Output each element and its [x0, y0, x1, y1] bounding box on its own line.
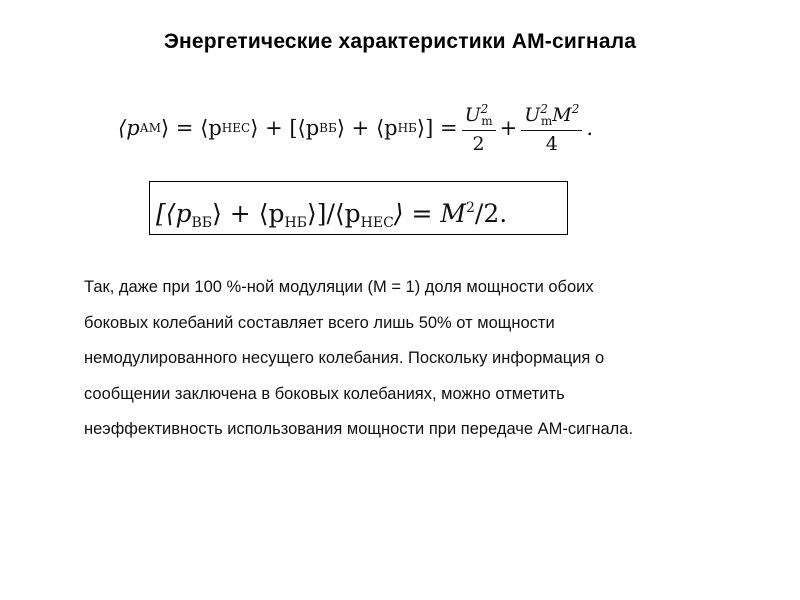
paragraph-line: немодулированного несущего колебания. Поскольку информация о [84, 349, 605, 367]
formula-subscript: m [481, 113, 493, 128]
formula-operator: + [499, 116, 518, 140]
formula-operator: ⟩ + [⟨p [250, 116, 320, 140]
fraction-numerator [521, 102, 582, 131]
formula-operator: ⟩]/⟨p [306, 199, 361, 228]
paragraph-line: Так, даже при 100 %-ной модуляции (M = 1) доля мощности обоих [84, 278, 594, 296]
formula-subscript: НЕС [360, 215, 394, 231]
fraction-carrier-power [462, 102, 496, 155]
formula-subscript: ВБ [319, 121, 337, 135]
formula-operator: ⟩] = [416, 116, 458, 140]
formula-operator: ⟩ + ⟨p [212, 199, 285, 228]
paragraph-line: боковых колебаний составляет всего лишь 50% от мощности [84, 313, 555, 332]
formula-subscript: АМ [139, 121, 162, 135]
power-sum-formula [118, 98, 593, 158]
paragraph-line: сообщении заключена в боковых колебаниях, можно отметить [84, 384, 565, 403]
formula-subscript: НЕС [221, 121, 251, 135]
formula-symbol: M [552, 103, 572, 126]
formula-tail: /2. [474, 199, 508, 228]
formula-symbol: U [464, 103, 481, 126]
fraction-numerator [462, 102, 496, 131]
formula-symbol: U [524, 103, 541, 126]
formula-operator: ⟩ = ⟨p [161, 116, 222, 140]
formula-term: ⟨p [118, 116, 140, 140]
formula-subscript: m [540, 113, 553, 128]
fraction-denominator: 4 [545, 132, 558, 155]
formula-subscript: НБ [397, 121, 417, 135]
formula-subscript: ВБ [191, 215, 213, 231]
paragraph-line: неэффективность использования мощности при передаче АМ-сигнала. [84, 420, 634, 438]
fraction-denominator: 2 [472, 132, 485, 155]
formula-operator: ⟩ = M [393, 199, 466, 228]
formula-superscript: 2 [465, 200, 475, 216]
formula-superscript: 2 [571, 101, 580, 116]
formula-subscript: НБ [284, 215, 307, 231]
formula-operator: ⟩ + ⟨p [336, 116, 398, 140]
slide-title: Энергетические характеристики АМ-сигнала [163, 30, 637, 53]
formula-superscript: 2 [480, 101, 489, 116]
fraction-sideband-power [521, 102, 582, 155]
power-ratio-formula [156, 190, 507, 241]
formula-superscript: 2 [540, 101, 548, 116]
explanation-paragraph [84, 270, 764, 448]
formula-term: [⟨p [156, 199, 192, 228]
formula-end: . [586, 116, 594, 140]
